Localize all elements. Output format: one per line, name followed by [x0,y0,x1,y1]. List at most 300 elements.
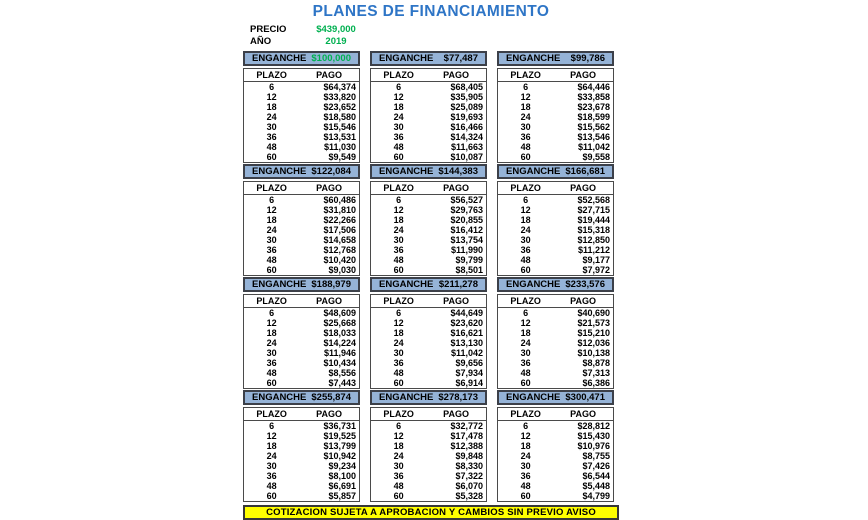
plan-row [498,142,614,152]
plazo-value: 24 [520,451,531,461]
plan-row [244,471,360,481]
enganche-label: ENGANCHE [379,166,434,177]
plazo-value: 36 [266,245,277,255]
pago-value: $6,914 [455,378,483,388]
plan-row [498,378,614,389]
plan-row [244,461,360,471]
plazo-value: 12 [393,431,404,441]
plazo-value: 18 [520,328,531,338]
plan-table [497,181,614,276]
pago-value: $9,234 [328,461,356,471]
pago-value: $12,036 [577,338,610,348]
plan-table-header-row [371,295,487,308]
plan-row [371,112,487,122]
pago-column-header: PAGO [426,69,486,82]
plazo-value: 30 [520,235,531,245]
enganche-label: ENGANCHE [506,392,561,403]
plan-row [371,471,487,481]
pago-value: $10,434 [323,358,356,368]
plazo-value: 36 [266,132,277,142]
plan-row [371,142,487,152]
plan-row [371,318,487,328]
plan-row [244,82,360,93]
plan-row [244,308,360,319]
pago-value: $15,562 [577,122,610,132]
plazo-value: 30 [520,461,531,471]
plazo-value: 12 [520,92,531,102]
plan-card [243,51,360,161]
plazo-value: 6 [269,82,275,92]
plan-row [498,431,614,441]
plan-row [371,205,487,215]
pago-column-header: PAGO [553,408,613,421]
plazo-value: 6 [396,421,402,431]
pago-column-header: PAGO [553,69,613,82]
pago-value: $8,330 [455,461,483,471]
plan-row [498,112,614,122]
plazo-value: 30 [393,461,404,471]
plazo-value: 60 [266,152,277,162]
plan-row [498,265,614,276]
pago-value: $64,374 [323,82,356,92]
plazo-value: 24 [266,112,277,122]
plan-row [371,132,487,142]
plan-row [371,102,487,112]
plan-table [243,407,360,502]
plazo-value: 24 [520,225,531,235]
plazo-value: 12 [266,431,277,441]
pago-value: $14,658 [323,235,356,245]
pago-value: $8,556 [328,368,356,378]
enganche-label: ENGANCHE [379,53,434,64]
pago-value: $9,558 [582,152,610,162]
plazo-value: 30 [393,348,404,358]
enganche-header [370,51,487,66]
plan-row [244,132,360,142]
plan-row [371,328,487,338]
pago-value: $11,042 [450,348,483,358]
plazo-value: 30 [266,461,277,471]
plazo-value: 18 [520,441,531,451]
enganche-amount: $300,471 [565,392,605,403]
plazo-value: 6 [396,82,402,92]
plan-row [498,122,614,132]
enganche-header [497,51,614,66]
plazo-value: 18 [266,215,277,225]
plazo-value: 18 [266,441,277,451]
pago-value: $13,754 [450,235,483,245]
enganche-label: ENGANCHE [252,166,307,177]
pago-value: $7,322 [455,471,483,481]
pago-value: $7,313 [582,368,610,378]
enganche-amount: $77,487 [443,53,478,64]
plazo-value: 30 [520,122,531,132]
pago-value: $9,177 [582,255,610,265]
plazo-column-header: PLAZO [498,69,554,82]
plan-row [498,152,614,163]
plan-table-header-row [244,69,360,82]
plan-row [244,358,360,368]
pago-value: $14,224 [323,338,356,348]
plazo-value: 60 [393,491,404,501]
pago-value: $12,388 [450,441,483,451]
plazo-column-header: PLAZO [371,182,427,195]
plazo-value: 30 [266,235,277,245]
plazo-value: 6 [269,421,275,431]
plan-row [498,461,614,471]
price-label: PRECIO [250,24,287,35]
pago-value: $52,568 [577,195,610,205]
plan-card [370,390,487,500]
plan-row [498,235,614,245]
plan-row [371,441,487,451]
pago-value: $21,573 [577,318,610,328]
enganche-amount: $99,786 [570,53,605,64]
pago-value: $12,768 [323,245,356,255]
plazo-value: 24 [266,225,277,235]
enganche-header [370,277,487,292]
pago-value: $8,878 [582,358,610,368]
plan-table-header-row [498,182,614,195]
pago-value: $8,100 [328,471,356,481]
price-value: $439,000 [316,24,356,35]
plazo-column-header: PLAZO [371,69,427,82]
pago-value: $19,525 [323,431,356,441]
plan-table-header-row [244,295,360,308]
pago-value: $10,087 [450,152,483,162]
pago-value: $16,466 [450,122,483,132]
pago-value: $44,649 [450,308,483,318]
pago-column-header: PAGO [299,69,359,82]
enganche-label: ENGANCHE [506,53,561,64]
plan-row [371,491,487,502]
plazo-column-header: PLAZO [244,182,300,195]
pago-value: $56,527 [450,195,483,205]
plazo-value: 12 [393,318,404,328]
plan-table-header-row [371,69,487,82]
plan-row [244,215,360,225]
plan-card [243,164,360,274]
pago-value: $10,942 [323,451,356,461]
plan-row [371,235,487,245]
plan-table-header-row [244,182,360,195]
pago-value: $6,386 [582,378,610,388]
plazo-column-header: PLAZO [371,295,427,308]
pago-value: $64,446 [577,82,610,92]
plan-table [370,181,487,276]
year-value: 2019 [325,36,347,47]
plazo-value: 48 [266,255,277,265]
plan-card [370,51,487,161]
quote-sheet [243,3,619,520]
plan-row [244,441,360,451]
pago-value: $16,412 [450,225,483,235]
pago-value: $5,328 [455,491,483,501]
plan-row [244,265,360,276]
enganche-amount: $255,874 [311,392,351,403]
pago-value: $7,443 [328,378,356,388]
pago-column-header: PAGO [553,182,613,195]
pago-value: $13,130 [450,338,483,348]
plan-row [371,461,487,471]
plazo-value: 30 [266,122,277,132]
plan-row [371,338,487,348]
plan-row [244,451,360,461]
plan-row [498,358,614,368]
plazo-value: 6 [523,308,529,318]
plazo-value: 48 [520,368,531,378]
plan-row [498,421,614,432]
plazo-value: 60 [520,152,531,162]
pago-value: $8,755 [582,451,610,461]
plazo-value: 36 [520,132,531,142]
plan-row [244,195,360,206]
plazo-value: 12 [266,92,277,102]
pago-value: $10,420 [323,255,356,265]
pago-value: $35,905 [450,92,483,102]
plan-row [498,328,614,338]
plazo-value: 36 [520,471,531,481]
plazo-value: 48 [266,368,277,378]
plazo-value: 18 [266,102,277,112]
pago-value: $31,810 [323,205,356,215]
plan-row [371,378,487,389]
plan-row [498,368,614,378]
plan-row [371,195,487,206]
enganche-header [497,164,614,179]
pago-value: $9,549 [328,152,356,162]
plazo-value: 60 [393,152,404,162]
pago-value: $33,820 [323,92,356,102]
pago-value: $11,030 [323,142,356,152]
plan-table-header-row [371,182,487,195]
pago-value: $5,857 [328,491,356,501]
enganche-label: ENGANCHE [252,392,307,403]
pago-value: $25,089 [450,102,483,112]
plan-row [244,122,360,132]
plazo-value: 36 [520,245,531,255]
pago-value: $9,799 [455,255,483,265]
plazo-column-header: PLAZO [371,408,427,421]
pago-value: $13,531 [323,132,356,142]
plan-row [371,152,487,163]
plan-table-header-row [498,295,614,308]
pago-value: $27,715 [577,205,610,215]
pago-value: $6,544 [582,471,610,481]
plazo-value: 6 [396,195,402,205]
year-row [250,36,619,48]
pago-value: $11,042 [577,142,610,152]
plan-row [371,225,487,235]
plazo-value: 30 [520,348,531,358]
enganche-header [243,164,360,179]
plan-table-header-row [498,69,614,82]
plan-row [244,368,360,378]
plazo-value: 36 [393,358,404,368]
plan-table [370,407,487,502]
price-row [250,24,619,36]
plan-row [371,368,487,378]
pago-value: $15,318 [577,225,610,235]
pago-value: $15,546 [323,122,356,132]
plazo-value: 60 [520,378,531,388]
plan-row [498,205,614,215]
enganche-amount: $100,000 [311,53,351,64]
enganche-amount: $211,278 [438,279,478,290]
pago-value: $13,546 [577,132,610,142]
plan-row [244,92,360,102]
plazo-value: 24 [520,338,531,348]
plazo-value: 36 [266,358,277,368]
plazo-value: 60 [520,265,531,275]
plazo-column-header: PLAZO [244,408,300,421]
plan-row [371,122,487,132]
pago-column-header: PAGO [299,408,359,421]
plazo-value: 12 [520,205,531,215]
plan-table [497,68,614,163]
plan-row [498,82,614,93]
plan-row [498,441,614,451]
plan-row [244,378,360,389]
enganche-amount: $188,979 [311,279,351,290]
pago-value: $28,812 [577,421,610,431]
plazo-value: 18 [520,215,531,225]
enganche-amount: $233,576 [565,279,605,290]
plazo-column-header: PLAZO [244,69,300,82]
enganche-label: ENGANCHE [506,166,561,177]
plazo-value: 24 [393,451,404,461]
pago-value: $19,444 [577,215,610,225]
plan-row [498,132,614,142]
plan-table [243,294,360,389]
plan-table-header-row [498,408,614,421]
plan-row [244,318,360,328]
pago-value: $9,030 [328,265,356,275]
pago-value: $7,426 [582,461,610,471]
plan-row [498,92,614,102]
plan-row [498,318,614,328]
plazo-value: 36 [520,358,531,368]
plazo-value: 18 [393,328,404,338]
enganche-amount: $122,084 [311,166,351,177]
plan-row [244,328,360,338]
plan-row [371,255,487,265]
pago-value: $68,405 [450,82,483,92]
plan-row [498,255,614,265]
plazo-column-header: PLAZO [498,182,554,195]
plazo-value: 24 [266,451,277,461]
plan-table [497,294,614,389]
plan-row [244,255,360,265]
vehicle-info [250,24,619,48]
pago-value: $18,033 [323,328,356,338]
enganche-amount: $278,173 [438,392,478,403]
enganche-header [497,277,614,292]
plazo-value: 18 [266,328,277,338]
plazo-value: 48 [393,142,404,152]
plan-table-header-row [244,408,360,421]
plazo-column-header: PLAZO [244,295,300,308]
plan-row [371,431,487,441]
plan-row [244,142,360,152]
enganche-amount: $144,383 [438,166,478,177]
plan-row [498,451,614,461]
plazo-value: 24 [393,225,404,235]
plan-row [371,348,487,358]
plazo-value: 6 [523,195,529,205]
pago-value: $12,850 [577,235,610,245]
plazo-value: 18 [520,102,531,112]
plan-table [243,181,360,276]
pago-value: $8,501 [455,265,483,275]
enganche-label: ENGANCHE [506,279,561,290]
plan-row [244,102,360,112]
plazo-value: 36 [393,471,404,481]
plan-row [244,205,360,215]
pago-value: $40,690 [577,308,610,318]
pago-column-header: PAGO [426,182,486,195]
plan-card [243,277,360,387]
plan-row [244,235,360,245]
plan-table [370,68,487,163]
pago-value: $33,858 [577,92,610,102]
plazo-value: 48 [393,481,404,491]
plan-row [244,245,360,255]
pago-value: $17,478 [450,431,483,441]
plan-row [498,225,614,235]
pago-value: $15,210 [577,328,610,338]
plazo-value: 24 [266,338,277,348]
pago-column-header: PAGO [426,295,486,308]
plan-card [370,164,487,274]
pago-value: $9,656 [455,358,483,368]
plan-row [244,481,360,491]
plan-card [370,277,487,387]
pago-value: $9,848 [455,451,483,461]
pago-value: $23,678 [577,102,610,112]
plan-row [244,491,360,502]
enganche-label: ENGANCHE [252,279,307,290]
plan-table [370,294,487,389]
plan-row [498,308,614,319]
plazo-value: 48 [266,481,277,491]
plan-row [371,245,487,255]
plazo-value: 30 [393,235,404,245]
pago-value: $13,799 [323,441,356,451]
pago-value: $17,506 [323,225,356,235]
plazo-value: 48 [266,142,277,152]
pago-value: $22,266 [323,215,356,225]
pago-value: $4,799 [582,491,610,501]
plazo-column-header: PLAZO [498,408,554,421]
pago-value: $19,693 [450,112,483,122]
plan-row [244,421,360,432]
plazo-value: 12 [266,205,277,215]
plan-row [498,491,614,502]
pago-value: $11,990 [450,245,483,255]
plazo-value: 60 [393,265,404,275]
plan-card [497,390,614,500]
pago-value: $11,946 [323,348,356,358]
plazo-value: 60 [520,491,531,501]
plazo-value: 48 [520,255,531,265]
plazo-value: 18 [393,441,404,451]
plan-row [371,308,487,319]
pago-column-header: PAGO [299,182,359,195]
pago-value: $36,731 [323,421,356,431]
plan-row [498,481,614,491]
plazo-value: 12 [520,431,531,441]
